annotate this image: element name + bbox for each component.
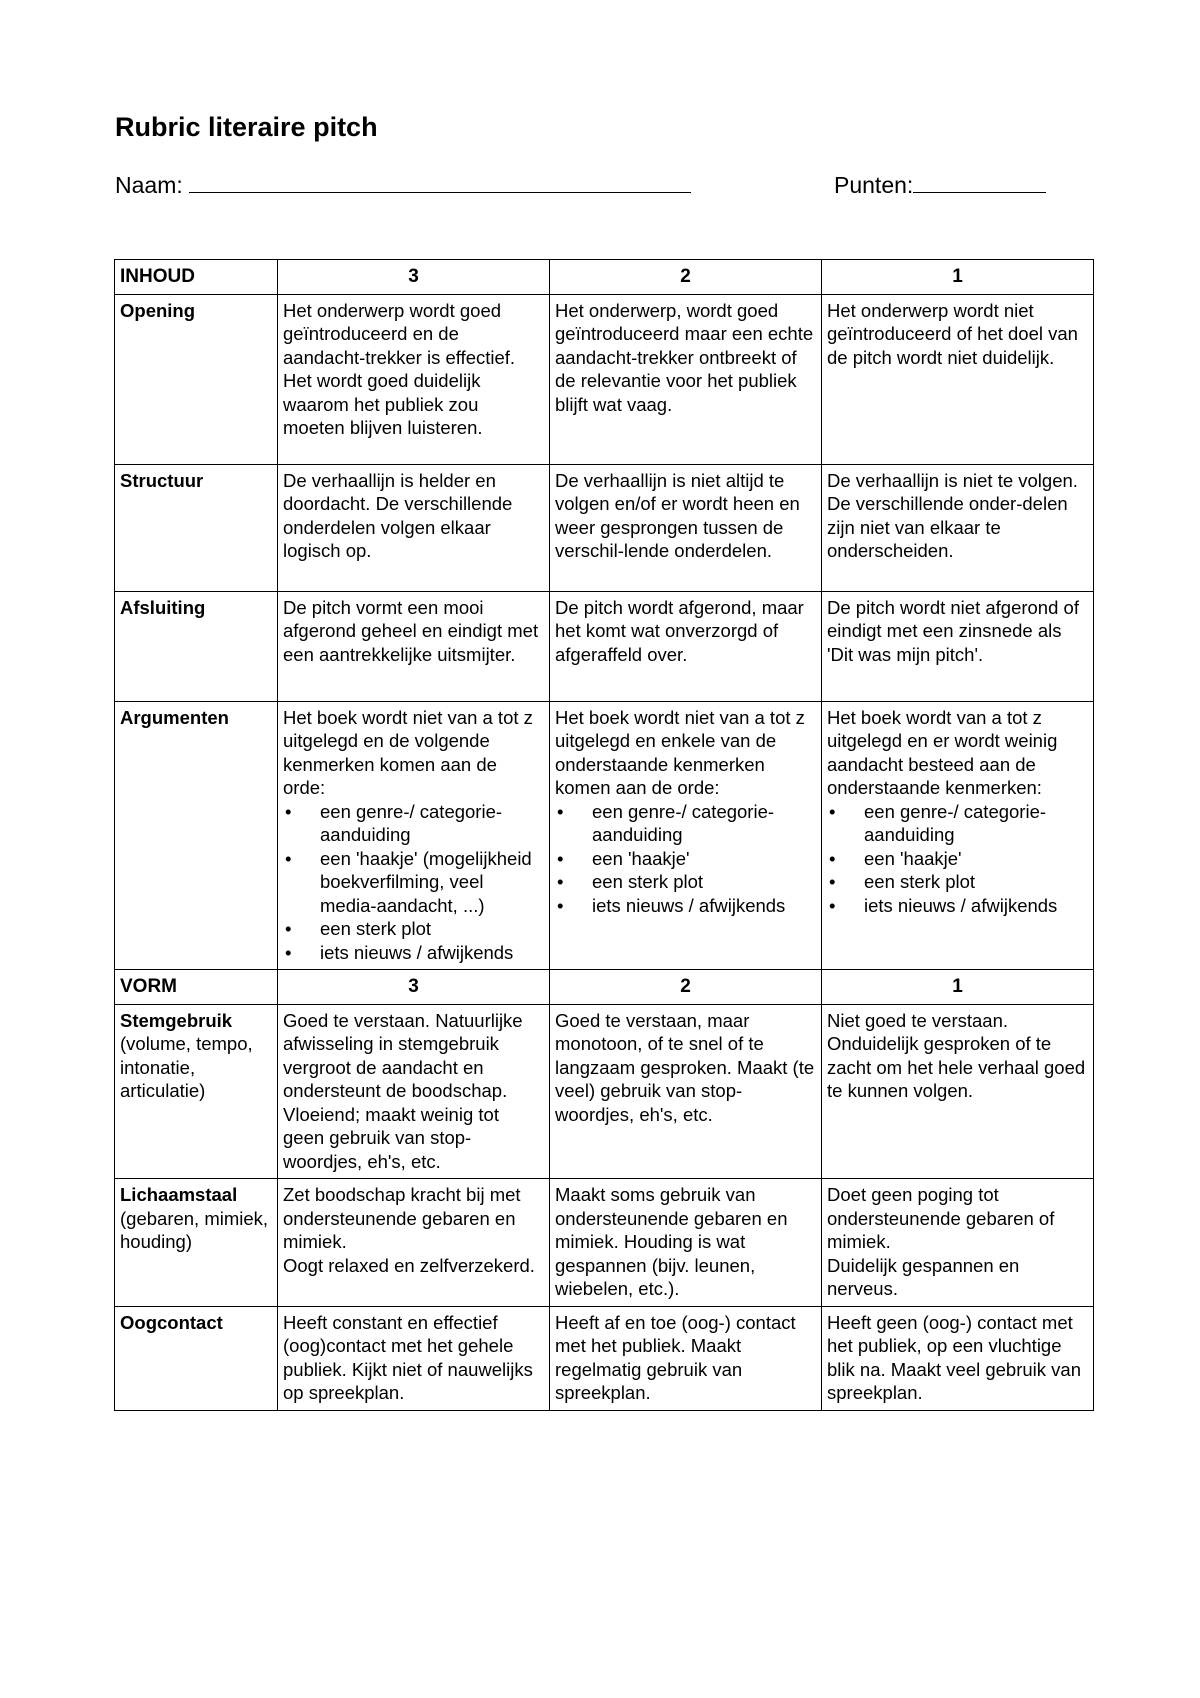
criterion-cell — [115, 1179, 278, 1307]
points-field[interactable] — [834, 172, 1046, 199]
criterion-name: Argumenten — [115, 701, 278, 970]
criterion-row-opening — [115, 294, 1094, 464]
bullet-icon: • — [829, 871, 836, 892]
feature-list-item: • een genre-/ categorie-aanduiding — [829, 800, 1047, 845]
descriptor-cell-3: Goed te verstaan. Natuurlijke afwisseling in stemgebruik vergroot de aandacht en ondersteunt de boodschap. Vloeiend; maakt weinig tot geen gebruik van stop-woordjes, eh's, etc. — [278, 1004, 550, 1179]
score-header-2: 2 — [550, 970, 822, 1005]
feature-list-item: • een genre-/ categorie-aanduiding — [557, 800, 775, 845]
rubric-table — [114, 259, 1094, 1411]
score-header-3: 3 — [278, 260, 550, 295]
feature-list-item: • een sterk plot — [557, 871, 704, 892]
bullet-icon: • — [285, 847, 292, 869]
name-blank-line[interactable] — [189, 174, 691, 193]
inhoud-header-row — [115, 260, 1094, 295]
criterion-name: Oogcontact — [115, 1306, 278, 1410]
score-header-1: 1 — [822, 970, 1094, 1005]
descriptor-cell-2 — [550, 701, 822, 970]
feature-list-item: • een sterk plot — [829, 871, 976, 892]
descriptor-intro: Het boek wordt niet van a tot z uitgelegd en de volgende kenmerken komen aan de orde: — [283, 706, 533, 798]
descriptor-cell-1: Heeft geen (oog-) contact met het publiek, op een vluchtige blik na. Maakt veel gebruik van spreekplan. — [822, 1306, 1094, 1410]
bullet-icon: • — [557, 800, 564, 822]
bullet-icon: • — [557, 871, 564, 892]
feature-list — [827, 800, 1088, 918]
criterion-cell — [115, 1004, 278, 1179]
descriptor-cell-1: Doet geen poging tot ondersteunende gebaren of mimiek. Duidelijk gespannen en nerveus. — [822, 1179, 1094, 1307]
descriptor-cell-2: De verhaallijn is niet altijd te volgen en/of er wordt heen en weer gesprongen tussen de verschil-lende onderdelen. — [550, 464, 822, 591]
feature-list-item: • een 'haakje' — [829, 847, 962, 869]
descriptor-cell-1: Niet goed te verstaan. Onduidelijk gesproken of te zacht om het hele verhaal goed te kunnen volgen. — [822, 1004, 1094, 1179]
score-header-2: 2 — [550, 260, 822, 295]
descriptor-intro: Het boek wordt niet van a tot z uitgelegd en enkele van de onderstaande kenmerken komen aan de orde: — [555, 706, 805, 798]
points-blank-line[interactable] — [913, 174, 1046, 193]
criterion-name: Afsluiting — [115, 591, 278, 701]
criterion-name: Stemgebruik — [120, 1009, 233, 1031]
criterion-name: Lichaamstaal — [120, 1184, 238, 1205]
descriptor-cell-1: De verhaallijn is niet te volgen. De verschillende onder-delen zijn niet van elkaar te onderscheiden. — [822, 464, 1094, 591]
score-header-1: 1 — [822, 260, 1094, 295]
bullet-icon: • — [285, 941, 292, 963]
feature-list-item: • iets nieuws / afwijkends — [829, 894, 1058, 916]
criterion-subtitle: (gebaren, mimiek, houding) — [120, 1207, 269, 1252]
descriptor-cell-1: De pitch wordt niet afgerond of eindigt met een zinsnede als 'Dit was mijn pitch'. — [822, 591, 1094, 701]
section-header-inhoud: INHOUD — [115, 260, 278, 295]
criterion-row-stemgebruik — [115, 1004, 1094, 1179]
feature-list-item: • een sterk plot — [285, 918, 432, 939]
criterion-row-lichaamstaal — [115, 1179, 1094, 1307]
descriptor-cell-3 — [278, 701, 550, 970]
feature-list-item: • een 'haakje' — [557, 847, 690, 869]
criterion-row-argumenten — [115, 701, 1094, 970]
criterion-row-structuur — [115, 464, 1094, 591]
criterion-subtitle: (volume, tempo, intonatie, articulatie) — [120, 1033, 253, 1101]
descriptor-cell-3: De pitch vormt een mooi afgerond geheel en eindigt met een aantrekkelijke uitsmijter. — [278, 591, 550, 701]
bullet-icon: • — [829, 800, 836, 822]
feature-list-item: • een 'haakje' (mogelijkheid boekverfilming, veel media-aandacht, ...) — [285, 847, 532, 916]
descriptor-cell-1: Het onderwerp wordt niet geïntroduceerd of het doel van de pitch wordt niet duidelijk. — [822, 294, 1094, 464]
descriptor-cell-2: Heeft af en toe (oog-) contact met het publiek. Maakt regelmatig gebruik van spreekplan. — [550, 1306, 822, 1410]
feature-list-item: • iets nieuws / afwijkends — [285, 941, 514, 963]
feature-list — [283, 800, 544, 965]
descriptor-cell-3: Het onderwerp wordt goed geïntroduceerd en de aandacht-trekker is effectief. Het wordt goed duidelijk waarom het publiek zou moeten blijven luisteren. — [278, 294, 550, 464]
bullet-icon: • — [557, 894, 564, 916]
bullet-icon: • — [557, 847, 564, 869]
descriptor-cell-2: Goed te verstaan, maar monotoon, of te snel of te langzaam gesproken. Maakt (te veel) gebruik van stop-woordjes, eh's, etc. — [550, 1004, 822, 1179]
feature-list-item: • iets nieuws / afwijkends — [557, 894, 786, 916]
name-field[interactable] — [115, 172, 691, 199]
criterion-name: Structuur — [115, 464, 278, 591]
descriptor-cell-3: Zet boodschap kracht bij met ondersteunende gebaren en mimiek. Oogt relaxed en zelfverzekerd. — [278, 1179, 550, 1307]
descriptor-cell-3: De verhaallijn is helder en doordacht. De verschillende onderdelen volgen elkaar logisch op. — [278, 464, 550, 591]
bullet-icon: • — [829, 847, 836, 869]
descriptor-cell-1 — [822, 701, 1094, 970]
page-title: Rubric literaire pitch — [115, 112, 378, 142]
vorm-header-row — [115, 970, 1094, 1005]
feature-list — [555, 800, 816, 918]
section-header-vorm: VORM — [115, 970, 278, 1005]
name-label: Naam: — [115, 172, 183, 198]
feature-list-item: • een genre-/ categorie-aanduiding — [285, 800, 503, 845]
descriptor-cell-2: De pitch wordt afgerond, maar het komt wat onverzorgd of afgeraffeld over. — [550, 591, 822, 701]
points-label: Punten: — [834, 172, 914, 198]
bullet-icon: • — [829, 894, 836, 916]
bullet-icon: • — [285, 800, 292, 822]
criterion-name: Opening — [115, 294, 278, 464]
criterion-row-oogcontact — [115, 1306, 1094, 1410]
descriptor-cell-2: Het onderwerp, wordt goed geïntroduceerd maar een echte aandacht-trekker ontbreekt of de relevantie voor het publiek blijft wat vaag. — [550, 294, 822, 464]
descriptor-cell-3: Heeft constant en effectief (oog)contact met het gehele publiek. Kijkt niet of nauwelijks op spreekplan. — [278, 1306, 550, 1410]
bullet-icon: • — [285, 918, 292, 939]
descriptor-intro: Het boek wordt van a tot z uitgelegd en er wordt weinig aandacht besteed aan de onderstaande kenmerken: — [827, 706, 1058, 798]
descriptor-cell-2: Maakt soms gebruik van ondersteunende gebaren en mimiek. Houding is wat gespannen (bijv. leunen, wiebelen, etc.). — [550, 1179, 822, 1307]
criterion-row-afsluiting — [115, 591, 1094, 701]
score-header-3: 3 — [278, 970, 550, 1005]
